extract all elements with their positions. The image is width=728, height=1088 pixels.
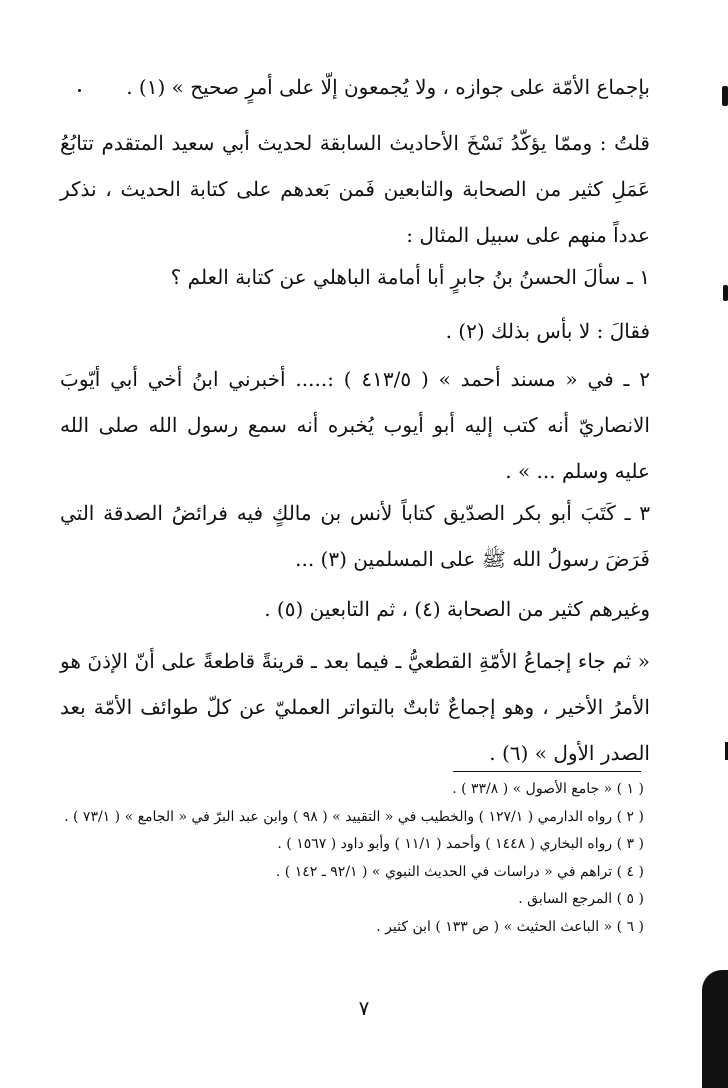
scan-artifact [722,86,728,106]
footnote-2: ( ٢ ) رواه الدارمي ( ١٢٧/١ ) والخطيب في « التقييد » ( ٩٨ ) وابن عبد البرّ في « الجامع » ( ٧٣/١ ) . [64,808,644,825]
footnote-divider [453,771,641,772]
paragraph-continuation: بإجماع الأمّة على جوازه ، ولا يُجمعون إلّا على أمرٍ صحيح » (١) . [126,75,650,99]
paragraph-qultu: قلتُ : وممّا يؤكّدُ نَسْخَ الأحاديث السابقة لحديث أبي سعيد المتقدم تتابُعُ عَمَلِ كثير من الصحابة والتابعين فَمن بَعدهم على كتابة الحديث ، نذكر عدداً منهم على سبيل المثال : [60,131,650,247]
paragraph-item-1: ١ ـ سألَ الحسنُ بنُ جابرٍ أبا أمامة الباهلي عن كتابة العلم ؟ [170,265,650,289]
footnote-4: ( ٤ ) تراهم في « دراسات في الحديث النبوي » ( ٩٢/١ ـ ١٤٢ ) . [275,863,644,880]
footnotes [60,776,644,941]
footnote-3: ( ٣ ) رواه البخاري ( ١٤٤٨ ) وأحمد ( ١١/١ ) وأبو داود ( ١٥٦٧ ) . [277,836,644,852]
footnote-6: ( ٦ ) « الباعث الحثيث » ( ص ١٣٣ ) ابن كثير . [376,918,644,935]
footnote-1: ( ١ ) « جامع الأصول » ( ٣٣/٨ ) . [452,781,644,797]
page-number: ٧ [358,996,370,1020]
paragraph-quote-consensus: « ثم جاء إجماعُ الأمّةِ القطعيُّ ـ فيما بعد ـ قرينةً قاطعةً على أنّ الإذنَ هو الأمرُ الأخير ، وهو إجماعٌ ثابتٌ بالتواتر العمليّ عن كلّ طوائف الأمّة بعد الصدر الأول » (٦) . [60,649,650,765]
scan-artifact [702,970,728,1088]
scan-artifact [78,89,81,92]
paragraph-item-1-answer: فقالَ : لا بأس بذلك (٢) . [445,319,650,343]
scan-artifact [723,285,728,301]
footnote-5: ( ٥ ) المرجع السابق . [518,891,644,907]
paragraph-others: وغيرهم كثير من الصحابة (٤) ، ثم التابعين (٥) . [264,597,650,621]
paragraph-item-2: ٢ ـ في « مسند أحمد » ( ٤١٣/٥ ) :..... أخبرني ابنُ أخي أبي أيّوبَ الانصاريّ أنه كتب إليه أبو أيوب يُخبره أنه سمع رسول الله صلى الله عليه وسلم ... » . [60,367,651,483]
paragraph-item-3: ٣ ـ كَتَبَ أبو بكر الصدّيق كتاباً لأنس بن مالكٍ فيه فرائضُ الصدقة التي فَرَضَ رسولُ الله ﷺ على المسلمين (٣) ... [60,501,650,571]
